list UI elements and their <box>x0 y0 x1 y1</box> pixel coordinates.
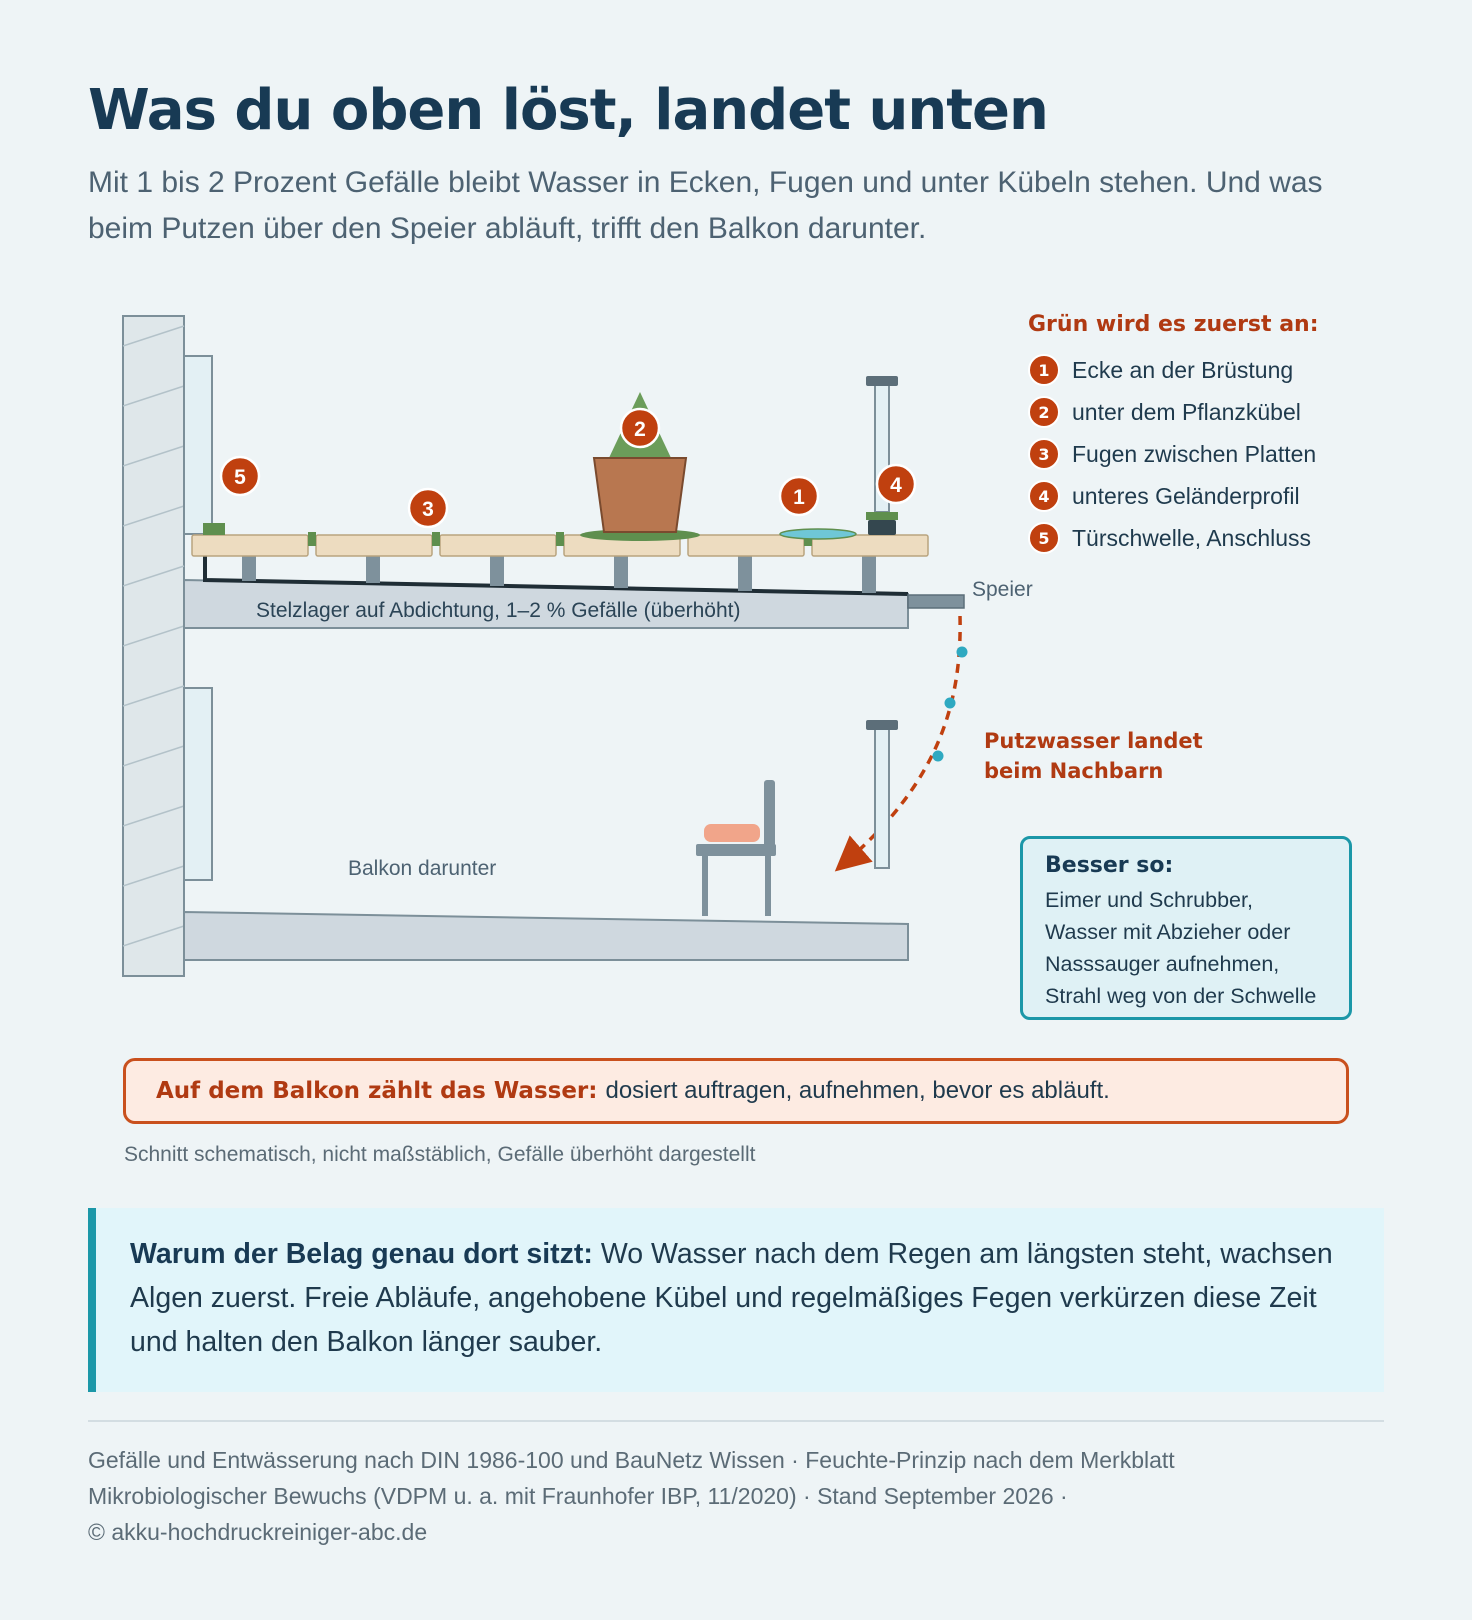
neighbor-note-line: beim Nachbarn <box>984 759 1164 783</box>
building-wall <box>123 316 184 976</box>
legend-item <box>1028 475 1448 517</box>
legend-title: Grün wird es zuerst an: <box>1028 312 1319 337</box>
page-title: Was du oben löst, landet unten <box>88 78 1048 143</box>
key-message-text: dosiert auftragen, aufnehmen, bevor es abläuft. <box>605 1077 1110 1104</box>
legend-number: 1 <box>1028 354 1060 386</box>
legend-item <box>1028 433 1448 475</box>
lower-slab-label: Balkon darunter <box>348 857 497 880</box>
lower-door <box>184 688 212 880</box>
svg-text:3: 3 <box>422 498 434 521</box>
lower-railing <box>866 720 898 868</box>
footer-line: Gefälle und Entwässerung nach DIN 1986-100 und BauNetz Wissen · Feuchte-Prinzip nach dem Merkblatt <box>88 1447 1175 1473</box>
footer-sources <box>88 1442 1384 1550</box>
marker-2 <box>621 409 659 447</box>
tip-line: Eimer und Schrubber, <box>1045 888 1253 912</box>
legend-item <box>1028 517 1448 559</box>
spout-label: Speier <box>972 578 1033 601</box>
svg-text:2: 2 <box>634 418 646 441</box>
legend-item <box>1028 349 1448 391</box>
legend-number: 5 <box>1028 522 1060 554</box>
tip-box <box>1020 836 1352 1020</box>
upper-slab-label: Stelzlager auf Abdichtung, 1–2 % Gefälle (überhöht) <box>256 599 741 622</box>
puddle <box>780 529 856 539</box>
key-message-strong: Auf dem Balkon zählt das Wasser: <box>156 1078 598 1104</box>
footer-copyright: © akku-hochdruckreiniger-abc.de <box>88 1519 428 1545</box>
svg-text:4: 4 <box>890 474 902 497</box>
legend <box>1028 312 1448 559</box>
footer-line: Mikrobiologischer Bewuchs (VDPM u. a. mit Fraunhofer IBP, 11/2020) · Stand September 2026 · <box>88 1483 1068 1509</box>
page-subtitle: Mit 1 bis 2 Prozent Gefälle bleibt Wasser in Ecken, Fugen und unter Kübeln stehen. Und was beim Putzen über den Speier abläuft, trifft den Balkon darunter. <box>88 166 1323 245</box>
tip-line: Nasssauger aufnehmen, <box>1045 952 1280 976</box>
explanation-text: Wo Wasser nach dem Regen am längsten steht, wachsen Algen zuerst. Freie Abläufe, angehobene Kübel und regelmäßiges Fegen verkürzen diese Zeit und halten den Balkon länger sauber. <box>130 1238 1333 1358</box>
marker-3 <box>409 489 447 527</box>
legend-label: unter dem Pflanzkübel <box>1072 398 1301 425</box>
legend-number: 3 <box>1028 438 1060 470</box>
tip-line: Wasser mit Abzieher oder <box>1045 920 1291 944</box>
legend-number: 4 <box>1028 480 1060 512</box>
neighbor-note-line: Putzwasser landet <box>984 729 1203 753</box>
marker-1 <box>780 477 818 515</box>
tip-title: Besser so: <box>1045 853 1174 878</box>
legend-label: Ecke an der Brüstung <box>1072 356 1294 383</box>
svg-text:5: 5 <box>234 466 246 489</box>
legend-label: Fugen zwischen Platten <box>1072 440 1317 467</box>
legend-item <box>1028 391 1448 433</box>
legend-label: unteres Geländerprofil <box>1072 482 1300 509</box>
marker-5 <box>221 457 259 495</box>
svg-text:1: 1 <box>793 486 805 509</box>
diagram-caption: Schnitt schematisch, nicht maßstäblich, Gefälle überhöht dargestellt <box>124 1143 756 1166</box>
explanation-strong: Warum der Belag genau dort sitzt: <box>130 1238 593 1270</box>
chair <box>696 780 776 916</box>
water-path-arrow <box>848 616 960 860</box>
legend-number: 2 <box>1028 396 1060 428</box>
key-message-box <box>123 1058 1349 1124</box>
upper-door <box>184 356 212 534</box>
footer-divider <box>88 1420 1384 1422</box>
marker-4 <box>877 465 915 503</box>
explanation-box <box>88 1208 1384 1392</box>
spout <box>908 595 964 608</box>
neighbor-note <box>984 726 1244 786</box>
upper-railing <box>866 376 898 535</box>
tip-body <box>1045 884 1339 1012</box>
lower-slab <box>184 912 908 960</box>
tip-line: Strahl weg von der Schwelle <box>1045 984 1317 1008</box>
legend-label: Türschwelle, Anschluss <box>1072 524 1312 551</box>
